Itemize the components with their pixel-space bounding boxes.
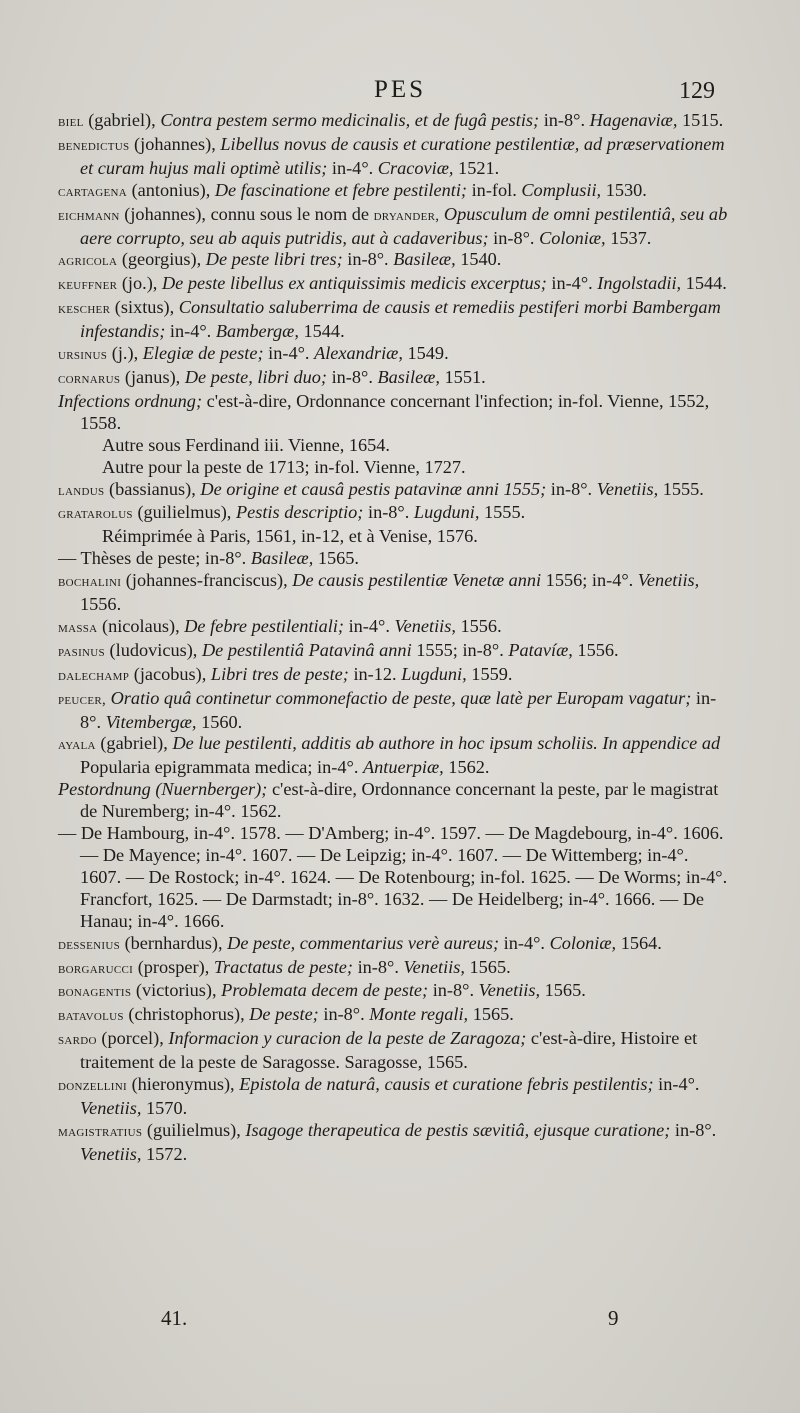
entry-imprint: in-4°. [658,1074,700,1095]
entry-year: 1565. [317,548,359,569]
entry-imprint: in-8°. [543,110,586,130]
bibliography-entry [58,180,730,204]
entry-title: Tractatus de peste; [213,956,353,977]
bibliography-entry [58,1004,730,1028]
entry-imprint: in-8°. [80,687,717,732]
entry-imprint: in-8°. [331,366,373,387]
entry-author-given: (ludovicus), [109,639,198,660]
entry-year: 1544. [685,273,727,294]
entry-title: Libellus novus de causis et curatione pestilentiæ, ad præservationem et curam hujus mali optimè utilis; [80,133,725,178]
entry-place: Antuerpiæ, [362,757,444,778]
entry-author: bonagentis [58,984,132,1001]
entry-author: agricola [58,253,118,270]
entry-author-given: (jo.), [121,273,158,294]
entry-author-given: (bernhardus), [124,932,223,953]
entry-author-given: (gabriel), [100,733,168,754]
entry-note: c'est-à-dire, Ordonnance concernant l'infection; in-fol. Vienne, 1552, 1558. [80,390,710,433]
entry-author-given: (guilielmus), [146,1119,241,1140]
entry-imprint: 1556; in-4°. [545,570,634,591]
bibliography-entry [58,823,730,933]
entry-author: sardo [58,1032,97,1049]
entry-author: dalechamp [58,667,130,684]
bibliography-entry [58,343,730,367]
entry-year: 1530. [605,179,647,200]
entry-year: 1544. [303,321,345,342]
entry-note: c'est-à-dire, Histoire et traitement de la peste de Saragosse. Saragosse, 1565. [80,1028,698,1073]
bibliography-entry [58,134,730,180]
entry-title: Pestordnung (Nuernberger); [58,779,268,800]
entry-author: gratarolus [58,506,133,523]
entry-title: De causis pestilentiæ Venetæ anni [292,570,542,591]
entry-author-given: (janus), [124,366,181,387]
bibliography-entry [58,204,730,250]
entry-author: borgarucci [58,960,134,977]
bibliography-entry [58,570,730,616]
entry-imprint: in-4°. [169,321,212,342]
entry-note: c'est-à-dire, Ordonnance concernant la peste, par le magistrat de Nuremberg; in-4°. 1562. [80,779,719,822]
entry-author-given: (jacobus), [133,663,207,684]
entry-title: Contra pestem sermo medicinalis, et de fugâ pestis; [160,110,540,130]
entry-author-given: (johannes), [134,133,216,154]
entry-year: 1565. [472,1004,514,1025]
entry-place: Complusii, [521,179,602,200]
entry-title: De origine et causâ pestis patavinæ anni 1555; [200,478,547,499]
entry-author: ayala [58,737,96,754]
bibliography-entry [58,502,730,526]
entry-author: biel [58,114,84,130]
entry-author: batavolus [58,1008,124,1025]
bibliography-entry [58,526,730,548]
entry-author-given: (antonius), [131,179,211,200]
running-title: PES [373,76,427,103]
entry-title: Elegiæ de peste; [142,343,264,364]
entry-place: Basileæ, [250,548,314,569]
entry-note: — Thèses de peste; in-8°. [58,548,247,569]
entry-place: Coloniæ, [549,932,617,953]
entry-year: 1537. [610,227,652,248]
entry-imprint: in-4°. [331,157,374,178]
entry-year: 1562. [448,757,490,778]
entry-note: Autre sous Ferdinand iii. Vienne, 1654. [102,434,390,455]
entry-author-given: (porcel), [101,1028,164,1049]
entry-place: Venetiis, [403,956,465,977]
entry-title: De pestilentiâ Patavinâ anni [201,639,412,660]
entry-year: 1515. [682,110,724,130]
entry-title: Informacion y curacion de la peste de Zaragoza; [168,1028,527,1049]
entry-place: Hagenaviæ, [589,110,678,130]
entry-place: Venetiis, [478,980,541,1001]
entry-imprint: in-4°. [551,273,593,294]
entry-author-given: (johannes), connu sous le nom de [124,203,369,224]
entry-author-given: (sixtus), [114,297,175,318]
entry-author: magistratius [58,1123,143,1140]
entry-place: Venetiis, [80,1097,142,1118]
entry-place: Vitembergæ, [105,711,197,732]
entry-author-given: (hieronymus), [131,1074,235,1095]
entry-author: eichmann [58,207,120,224]
entry-year: 1572. [146,1143,188,1164]
bibliography-entry [58,273,730,297]
bibliography-entry [58,688,730,734]
bibliography-entry [58,367,730,391]
entry-imprint: in-8°. [674,1119,717,1140]
bibliography-entry [58,733,730,779]
entry-author-given: (gabriel), [88,110,156,130]
entry-note: Réimprimée à Paris, 1561, in-12, et à Venise, 1576. [102,526,478,547]
entry-imprint: in-4°. [348,615,390,636]
entry-author-given: (victorius), [135,980,217,1001]
entry-imprint: in-8°. [347,249,389,270]
page-number: 129 [679,78,715,104]
entry-imprint: Popularia epigrammata medica; in-4°. [80,757,359,778]
entry-year: 1549. [407,343,449,364]
bibliography-entry [58,640,730,664]
bibliography-entry [58,933,730,957]
entry-year: 1556. [460,615,502,636]
entry-imprint: in-8°. [550,478,593,499]
bibliography-entry [58,1028,730,1074]
entry-author-given: (christophorus), [128,1004,245,1025]
entry-author-given: (j.), [111,343,139,364]
entry-title: Pestis descriptio; [235,502,364,523]
bibliography-entry [58,479,730,503]
entry-title: Consultatio saluberrima de causis et remediis pestiferi morbi Bambergam infestandis; [80,297,721,342]
entry-note: Autre pour la peste de 1713; in-fol. Vienne, 1727. [102,456,466,477]
entry-place: Basileæ, [393,249,456,270]
entry-year: 1556. [577,639,619,660]
entry-title: De peste; [249,1004,319,1025]
entry-imprint: in-4°. [503,932,545,953]
entry-place: Patavíæ, [508,639,573,660]
entry-place: Lugduni, [401,663,467,684]
entry-title: De febre pestilentiali; [184,615,344,636]
bibliography-entry [58,1120,730,1166]
bibliography-entry [58,110,730,134]
entry-imprint: in-8°. [323,1004,365,1025]
running-head [0,76,800,110]
entry-author: bochalini [58,574,122,591]
entry-title: Libri tres de peste; [210,663,349,684]
entry-title: Problemata decem de peste; [221,980,429,1001]
entry-author-given: (guilielmus), [137,502,232,523]
entry-place: Venetiis, [394,615,456,636]
entry-place: Monte regali, [369,1004,469,1025]
bibliography-entry [58,616,730,640]
entry-year: 1565. [544,980,586,1001]
bibliography-entry [58,249,730,273]
entry-imprint: in-fol. [471,179,517,200]
entry-author-given: (johannes-franciscus), [125,570,288,591]
entry-imprint: in-8°. [357,956,399,977]
entry-year: 1559. [471,663,513,684]
entry-title: Isagoge therapeutica de pestis sævitiâ, ejusque curatione; [245,1119,671,1140]
entry-author: donzellini [58,1078,127,1095]
entry-place: Venetiis, [637,570,700,591]
entry-imprint: in-8°. [493,227,535,248]
entry-year: 1555. [662,478,704,499]
entry-place: Venetiis, [596,478,659,499]
entry-author: keuffner [58,277,118,294]
entry-author: cartagena [58,183,127,200]
bibliography-entry [58,457,730,479]
entry-year: 1555. [484,502,526,523]
entry-place: Venetiis, [80,1143,142,1164]
entry-author-given: (bassianus), [109,478,196,499]
entry-title: De lue pestilenti, additis ab authore in hoc ipsum scholiis. In appendice ad [172,733,721,754]
bibliography-entry [58,980,730,1004]
entry-year: 1551. [444,366,486,387]
entry-title: De peste libri tres; [205,249,343,270]
entry-author: dessenius [58,936,120,953]
entry-author: ursinus [58,347,108,364]
entry-title: De peste libellus ex antiquissimis medicis excerptus; [161,273,547,294]
entry-title: De peste, libri duo; [184,366,327,387]
entry-title: De peste, commentarius verè aureus; [227,932,500,953]
entry-author-given: (prosper), [137,956,210,977]
bibliography-entry [58,391,730,435]
entry-title: Oratio quâ continetur commonefactio de peste, quæ latè per Europam vagatur; [110,687,692,708]
bibliography-entry [58,548,730,570]
bibliography-entry [58,779,730,823]
entry-place: Ingolstadii, [597,273,682,294]
entry-imprint: in-12. [353,663,397,684]
entry-author: landus [58,482,105,499]
entry-year: 1521. [458,157,500,178]
entry-place: Basileæ, [377,366,440,387]
entry-place: Lugduni, [413,502,480,523]
entry-author: peucer, [58,691,107,708]
entry-note: — De Hambourg, in-4°. 1578. — D'Amberg; in-4°. 1597. — De Magdebourg, in-4°. 1606. — De Mayence; in-4°. 1607. — De Leipzig; in-4°. 1607. — De Wittemberg; in-4°. 1607. — De Rostock; in-4°. 1624. — De Rotenbourg; in-fol. 1625. — De Worms; in-4°. Francfort, 1625. — De Darmstadt; in-8°. 1632. — De Heidelberg; in-4°. 1666. — De Hanau; in-4°. 1666. [58,823,728,931]
entry-place: Cracoviæ, [377,157,454,178]
entry-author: cornarus [58,370,121,387]
entry-year: 1564. [620,932,662,953]
entry-year: 1565. [469,956,511,977]
bibliography-list [58,110,730,1166]
entry-imprint: in-8°. [367,502,410,523]
bibliography-entry [58,435,730,457]
sheet-number: 9 [608,1306,619,1330]
bibliography-entry [58,664,730,688]
entry-alias: dryander, [373,207,440,224]
entry-author-given: (georgius), [121,249,202,270]
entry-title: De fascinatione et febre pestilenti; [214,179,468,200]
signature-mark: 41. [161,1306,188,1330]
entry-imprint: in-4°. [268,343,310,364]
entry-imprint: in-8°. [432,980,475,1001]
entry-author: pasinus [58,643,105,660]
entry-place: Coloniæ, [539,227,606,248]
page-footer [0,1306,800,1336]
entry-author: kescher [58,301,111,318]
entry-year: 1540. [460,249,502,270]
entry-imprint: 1555; in-8°. [416,639,504,660]
entry-year: 1570. [146,1097,188,1118]
entry-author: benedictus [58,137,130,154]
entry-author-given: (nicolaus), [101,615,180,636]
bibliography-entry [58,297,730,343]
bibliography-entry [58,957,730,981]
entry-year: 1556. [80,594,122,615]
entry-title: Opusculum de omni pestilentiâ, seu ab aere corrupto, seu ab aquis putridis, aut à cadaveribus; [80,203,728,248]
entry-title: Epistola de naturâ, causis et curatione febris pestilentis; [239,1074,654,1095]
entry-place: Bambergæ, [215,321,299,342]
bibliography-entry [58,1074,730,1120]
entry-title: Infections ordnung; [58,390,203,411]
entry-place: Alexandriæ, [314,343,403,364]
entry-author: massa [58,619,98,636]
entry-year: 1560. [201,711,243,732]
